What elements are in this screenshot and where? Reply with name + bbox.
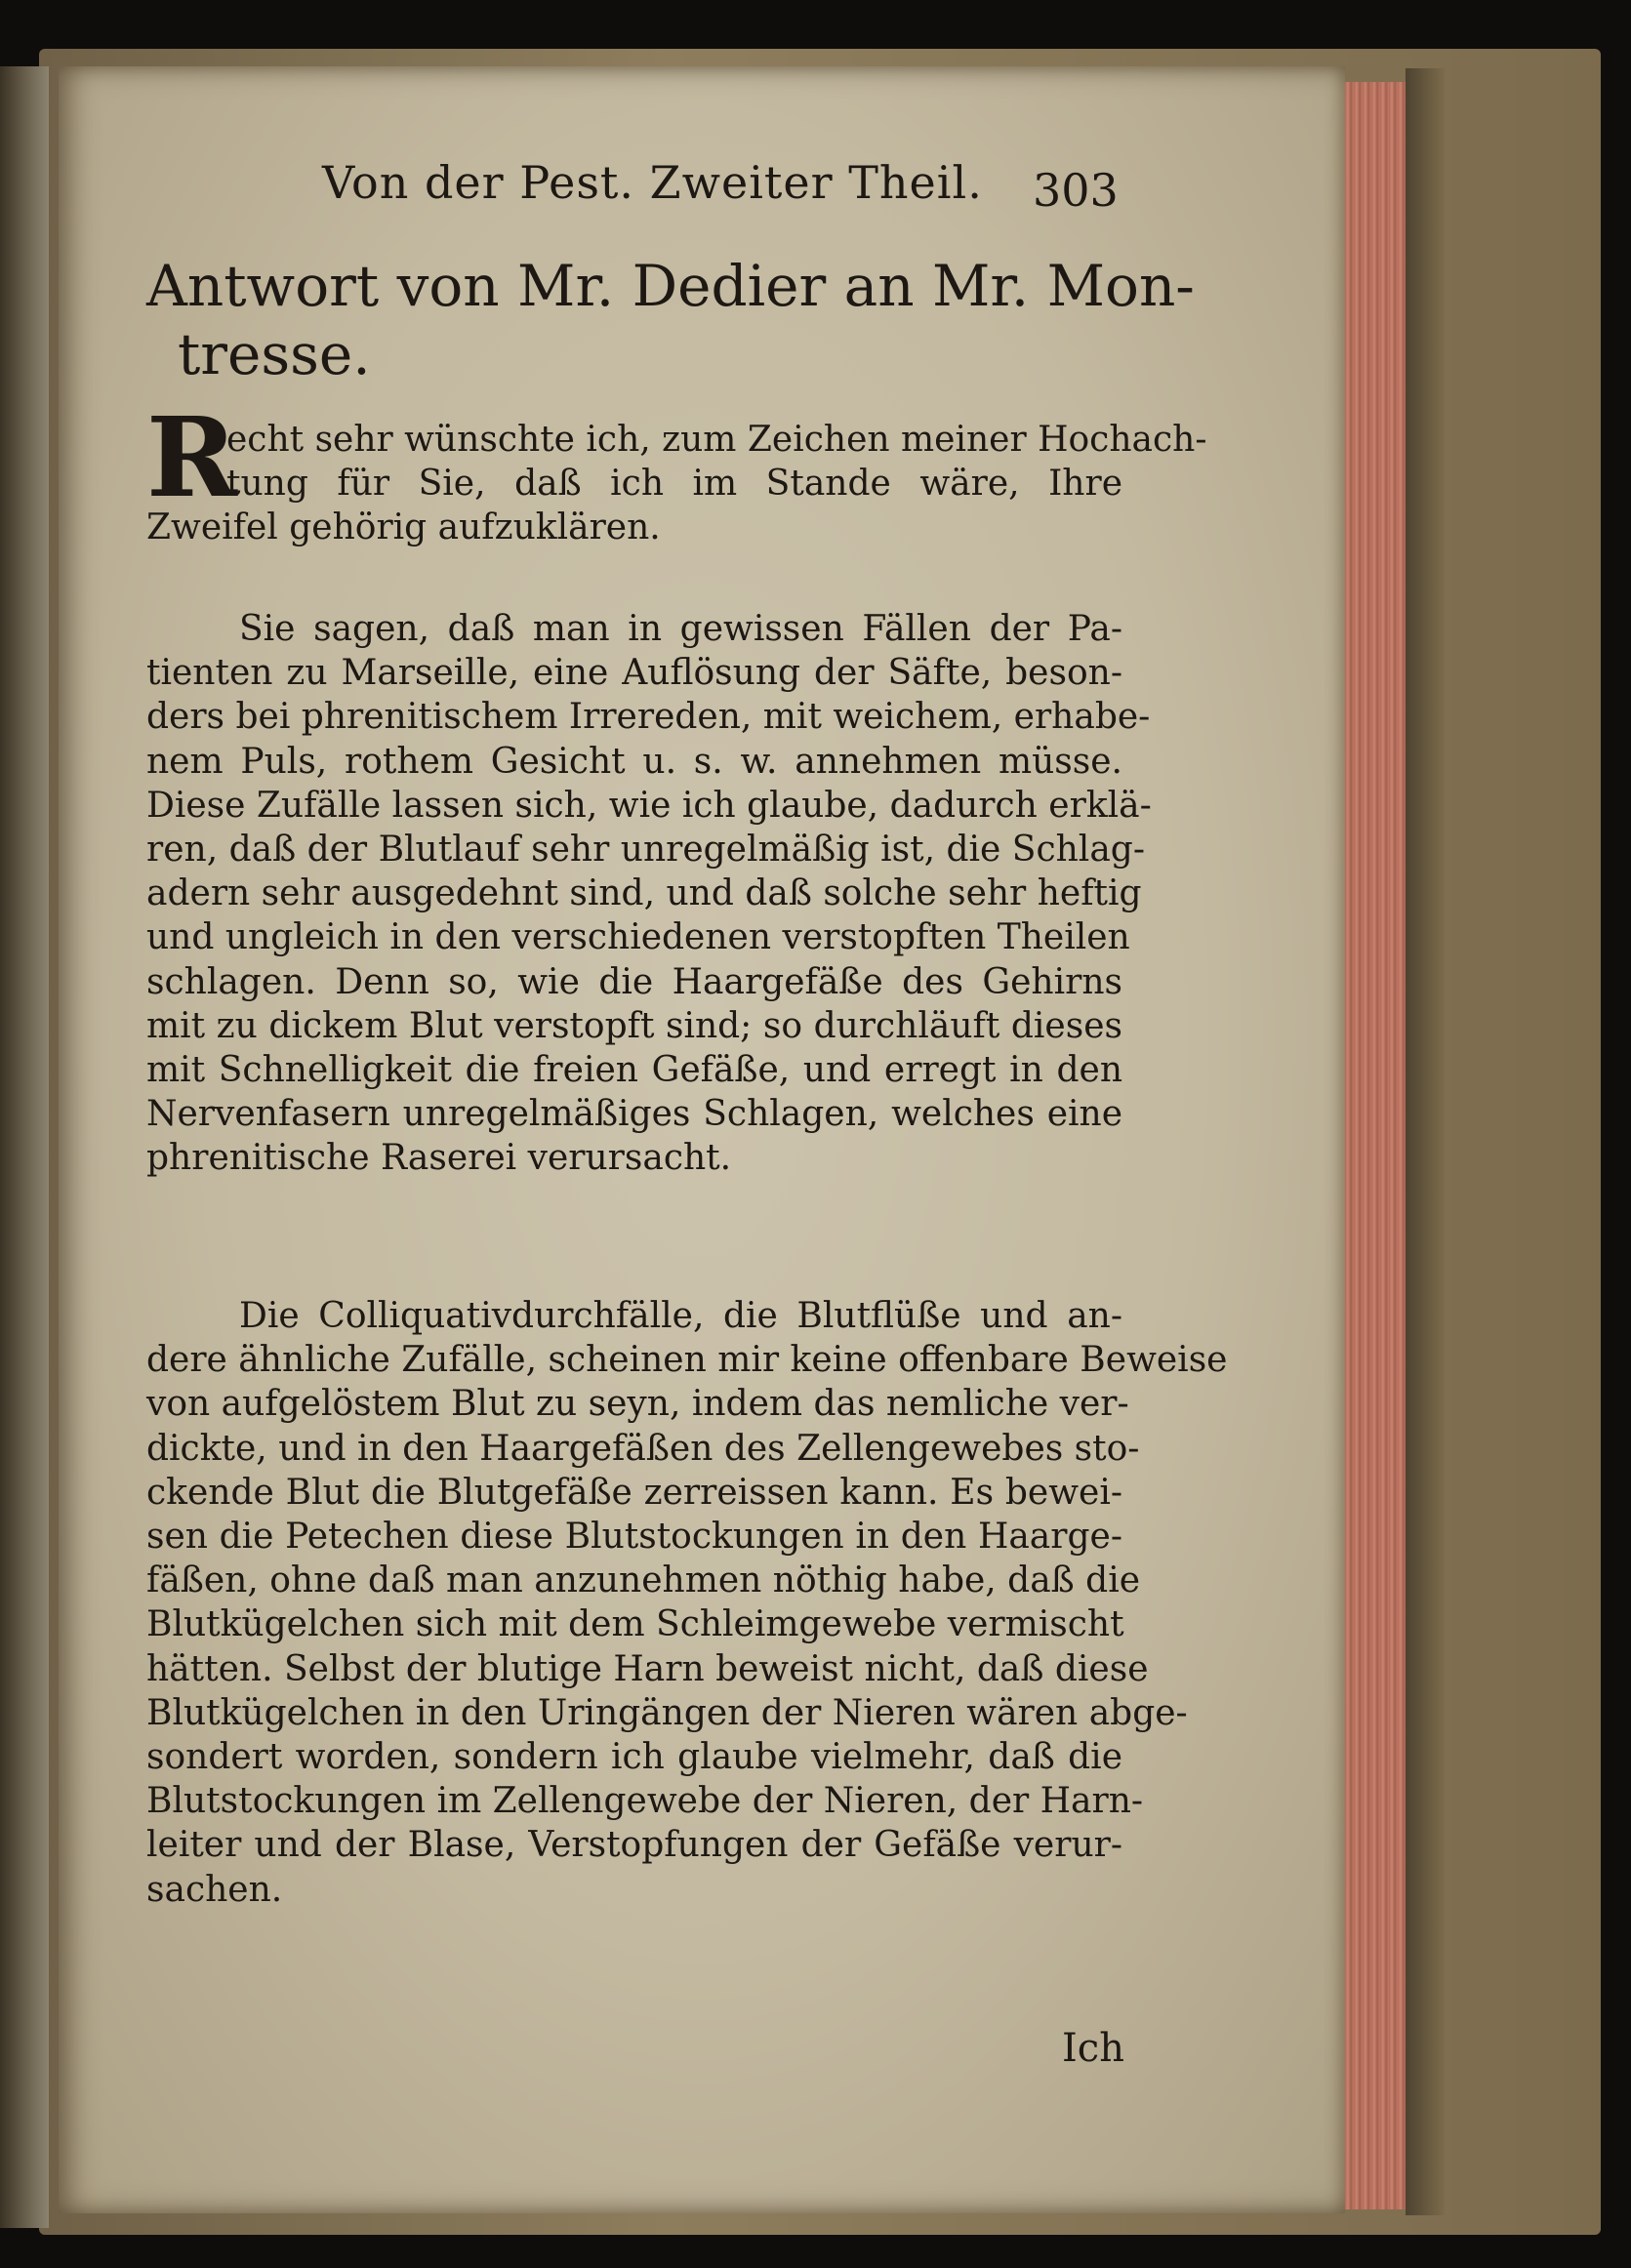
text-line: dickte, und in den Haargefäßen des Zellengewebes sto-	[146, 1428, 1140, 1469]
text-line: von aufgelöstem Blut zu seyn, indem das nemliche ver-	[146, 1384, 1129, 1425]
text-line: dere ähnliche Zufälle, scheinen mir keine offenbare Beweise	[146, 1340, 1228, 1381]
title-line-2: tresse.	[178, 321, 371, 387]
text-line: sondert worden, sondern ich glaube vielmehr, daß die	[146, 1737, 1122, 1778]
text-line: tienten zu Marseille, eine Auflösung der Säfte, beson-	[146, 653, 1122, 694]
page-number: 303	[1033, 164, 1119, 217]
text-line: Die Colliquativdurchfälle, die Blutflüße und an-	[239, 1296, 1122, 1336]
text-line: mit zu dickem Blut verstopft sind; so durchläuft dieses	[146, 1005, 1122, 1046]
text-line: Blutstockungen im Zellengewebe der Nieren, der Harn-	[146, 1781, 1144, 1822]
text-line: Blutkügelchen sich mit dem Schleimgewebe vermischt	[146, 1604, 1124, 1645]
running-head: Von der Pest. Zweiter Theil.	[322, 156, 983, 209]
catchword: Ich	[1062, 2026, 1124, 2071]
text-line: echt sehr wünschte ich, zum Zeichen meiner Hochach-	[226, 420, 1207, 460]
text-line: leiter und der Blase, Verstopfungen der Gefäße verur-	[146, 1825, 1122, 1866]
text-line: hätten. Selbst der blutige Harn beweist nicht, daß diese	[146, 1648, 1149, 1689]
text-line: adern sehr ausgedehnt sind, und daß solche sehr heftig	[146, 873, 1142, 914]
paragraph-1	[146, 418, 1207, 550]
text-line: sachen.	[146, 1869, 283, 1910]
chapter-title	[146, 252, 1195, 388]
title-line-1: Antwort von Mr. Dedier an Mr. Mon-	[146, 253, 1195, 319]
drop-cap: R	[146, 394, 238, 522]
text-line: Diese Zufälle lassen sich, wie ich glaube, dadurch erklä-	[146, 785, 1152, 826]
text-line: Sie sagen, daß man in gewissen Fällen der Pa-	[239, 609, 1122, 649]
paragraph-3	[146, 1294, 1228, 1912]
left-page-edge	[0, 66, 49, 2228]
text-line: ren, daß der Blutlauf sehr unregelmäßig ist, die Schlag-	[146, 830, 1145, 871]
text-line: nem Puls, rothem Gesicht u. s. w. annehmen müsse.	[146, 741, 1122, 782]
text-line: phrenitische Raserei verursacht.	[146, 1138, 732, 1179]
text-line: sen die Petechen diese Blutstockungen in den Haarge-	[146, 1517, 1122, 1558]
page-edges-red	[1345, 82, 1406, 2209]
fore-edge-shadow	[1406, 68, 1445, 2215]
text-line: fäßen, ohne daß man anzunehmen nöthig habe, daß die	[146, 1560, 1141, 1601]
text-line: ckende Blut die Blutgefäße zerreissen kann. Es bewei-	[146, 1472, 1122, 1513]
text-line: Zweifel gehörig aufzuklären.	[146, 507, 661, 548]
text-line: ders bei phrenitischem Irrereden, mit weichem, erhabe-	[146, 697, 1151, 738]
paragraph-2	[146, 607, 1152, 1181]
text-line: tung für Sie, daß ich im Stande wäre, Ihre	[226, 464, 1122, 505]
text-line: Nervenfasern unregelmäßiges Schlagen, welches eine	[146, 1094, 1122, 1135]
text-line: und ungleich in den verschiedenen verstopften Theilen	[146, 917, 1130, 958]
text-line: mit Schnelligkeit die freien Gefäße, und erregt in den	[146, 1050, 1122, 1091]
text-line: schlagen. Denn so, wie die Haargefäße des Gehirns	[146, 961, 1122, 1002]
text-line: Blutkügelchen in den Uringängen der Nieren wären abge-	[146, 1692, 1188, 1733]
